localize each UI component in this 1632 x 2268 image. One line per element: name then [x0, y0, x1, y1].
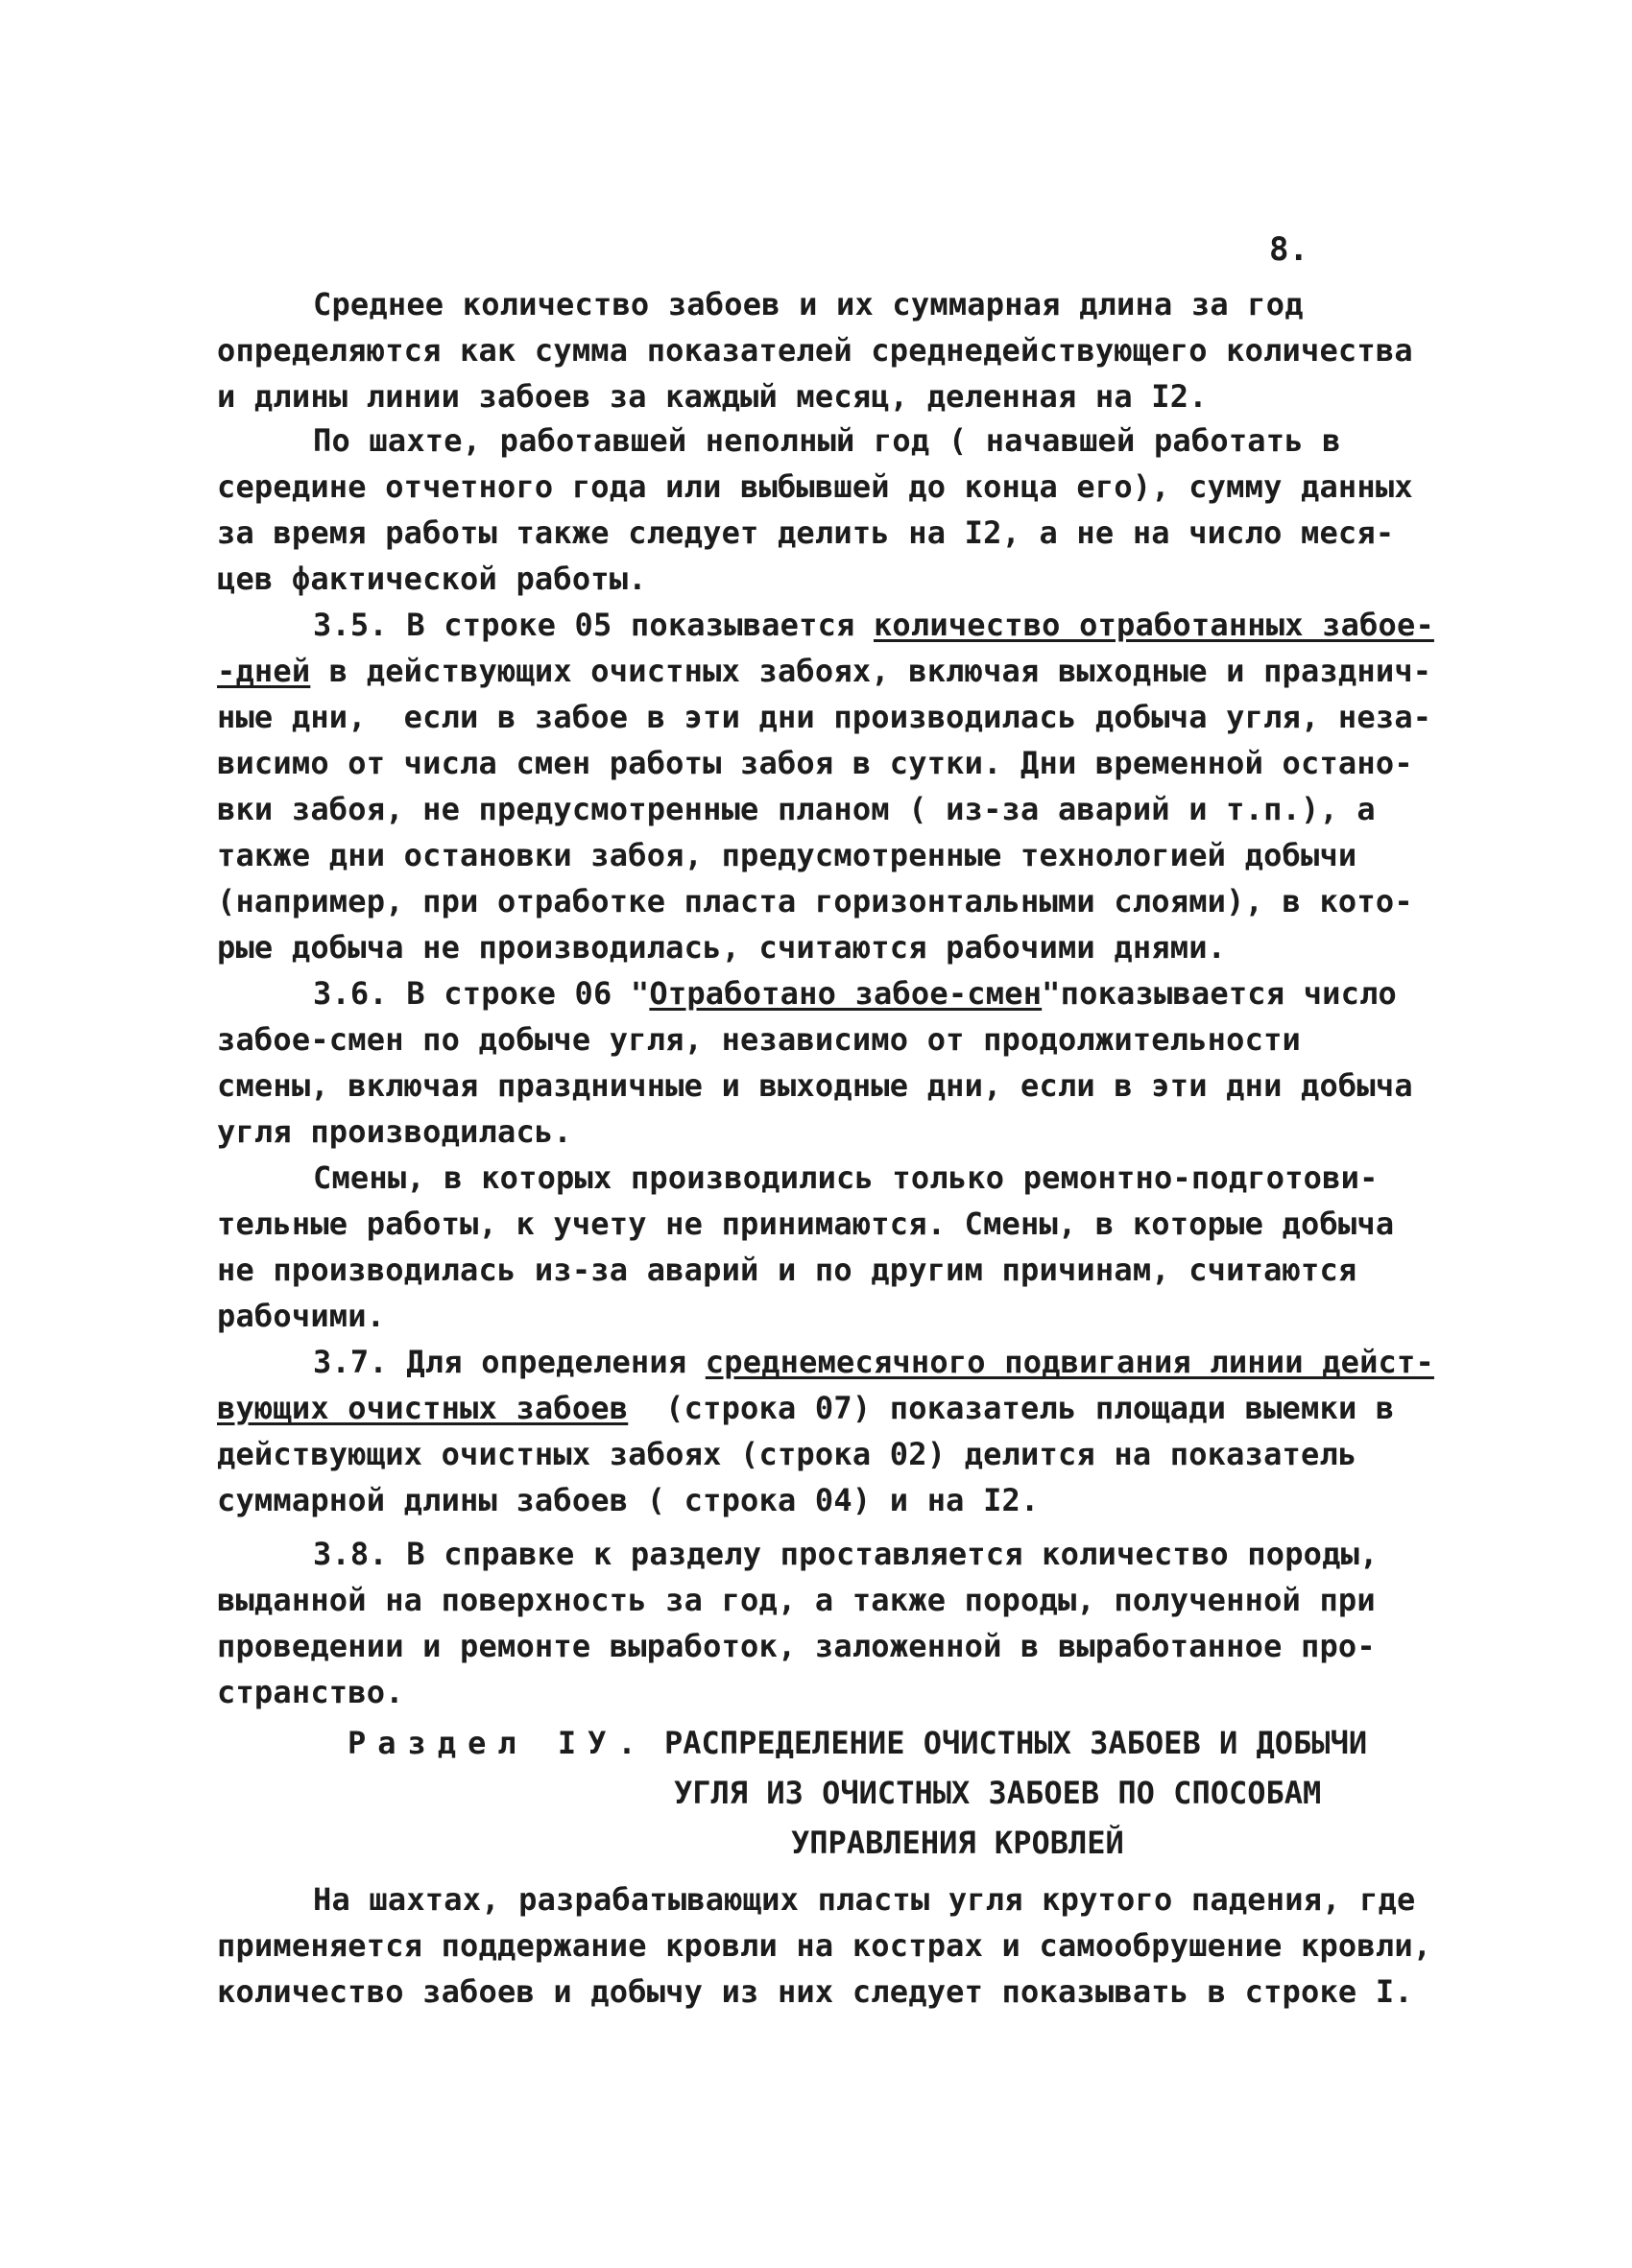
text-line: На шахтах, разрабатывающих пласты угля крутого падения, где — [313, 1881, 1416, 1918]
text-line: Смены, в которых производились только ремонтно-подготови- — [313, 1159, 1379, 1196]
paragraph-3-5 — [217, 602, 1434, 970]
text-line: определяются как сумма показателей среднедействующего количества — [217, 332, 1413, 369]
text-line: рабочими. — [217, 1298, 386, 1334]
text-line: забое-смен по добыче угля, независимо от продолжительности — [217, 1021, 1302, 1058]
text-segment: "показывается число — [1042, 975, 1398, 1012]
paragraph-steep-seams — [217, 1876, 1432, 2015]
heading-line — [348, 1718, 1432, 1768]
text-line: количество забоев и добычу из них следует показывать в строке I. — [217, 1973, 1413, 2010]
underlined-term: количество отработанных забое- — [873, 607, 1434, 643]
text-line — [217, 648, 1432, 694]
paragraph-3-8 — [217, 1531, 1427, 1715]
text-line: вки забоя, не предусмотренные планом ( из-за аварий и т.п.), а — [217, 791, 1376, 827]
heading-line: УПРАВЛЕНИЯ КРОВЛЕЙ — [791, 1825, 1124, 1861]
text-line: не производилась из-за аварий и по другим причинам, считаются — [217, 1252, 1357, 1288]
text-line: проведении и ремонте выработок, заложенной в выработанное про- — [217, 1628, 1376, 1664]
text-line: за время работы также следует делить на I2, а не на число меся- — [217, 514, 1395, 551]
heading-line: УГЛЯ ИЗ ОЧИСТНЫХ ЗАБОЕВ ПО СПОСОБАМ — [674, 1775, 1322, 1811]
section-heading — [348, 1718, 1432, 1868]
text-line: суммарной длины забоев ( строка 04) и на I2. — [217, 1482, 1040, 1518]
underlined-term: среднемесячного подвигания линии дейст- — [705, 1344, 1434, 1380]
text-line: цев фактической работы. — [217, 561, 647, 597]
text-line: странство. — [217, 1674, 404, 1710]
text-line: рые добыча не производилась, считаются рабочими днями. — [217, 929, 1227, 966]
paragraph-average-faces — [217, 281, 1427, 419]
paragraph-shifts — [217, 1155, 1427, 1339]
text-segment: (строка 07) показатель площади выемки в — [628, 1390, 1395, 1426]
text-segment: 3.5. В строке 05 показывается — [313, 607, 874, 643]
section-title: РАСПРЕДЕЛЕНИЕ ОЧИСТНЫХ ЗАБОЕВ И ДОБЫЧИ — [664, 1725, 1368, 1761]
text-line: и длины линии забоев за каждый месяц, деленная на I2. — [217, 378, 1208, 415]
text-line: По шахте, работавшей неполный год ( начавшей работать в — [313, 422, 1341, 459]
text-line — [217, 1385, 1427, 1431]
text-line — [217, 602, 1434, 648]
paragraph-3-7 — [217, 1339, 1434, 1523]
text-line: смены, включая праздничные и выходные дни, если в эти дни добыча — [217, 1067, 1413, 1104]
underlined-term: -дней — [217, 653, 311, 689]
text-line: 3.8. В справке к разделу проставляется количество породы, — [313, 1536, 1379, 1572]
text-segment: в действующих очистных забоях, включая выходные и празднич- — [310, 653, 1432, 689]
text-line: также дни остановки забоя, предусмотренные технологией добычи — [217, 837, 1357, 873]
underlined-term: вующих очистных забоев — [217, 1390, 629, 1426]
text-line: выданной на поверхность за год, а также породы, полученной при — [217, 1582, 1376, 1618]
text-line: Среднее количество забоев и их суммарная длина за год — [313, 286, 1304, 322]
text-line: действующих очистных забоях (строка 02) делится на показатель — [217, 1436, 1357, 1472]
text-line — [217, 970, 1427, 1016]
underlined-term: Отработано забое-смен — [649, 975, 1043, 1012]
text-line: применяется поддержание кровли на кострах и самообрушение кровли, — [217, 1927, 1432, 1964]
text-line: угля производилась. — [217, 1113, 572, 1150]
text-line: висимо от числа смен работы забоя в сутки. Дни временной остано- — [217, 745, 1413, 781]
text-line: тельные работы, к учету не принимаются. Смены, в которые добыча — [217, 1206, 1395, 1242]
text-segment: 3.6. В строке 06 " — [313, 975, 650, 1012]
text-line: ные дни, если в забое в эти дни производилась добыча угля, неза- — [217, 699, 1432, 735]
section-label: Раздел IУ. — [348, 1725, 648, 1761]
text-line: середине отчетного года или выбывшей до конца его), сумму данных — [217, 468, 1413, 505]
paragraph-3-6 — [217, 970, 1427, 1155]
paragraph-partial-year — [217, 418, 1427, 602]
text-line: (например, при отработке пласта горизонтальными слоями), в кото- — [217, 883, 1413, 919]
page-number: 8. — [1269, 230, 1308, 269]
text-segment: 3.7. Для определения — [313, 1344, 706, 1380]
text-line — [217, 1339, 1434, 1385]
